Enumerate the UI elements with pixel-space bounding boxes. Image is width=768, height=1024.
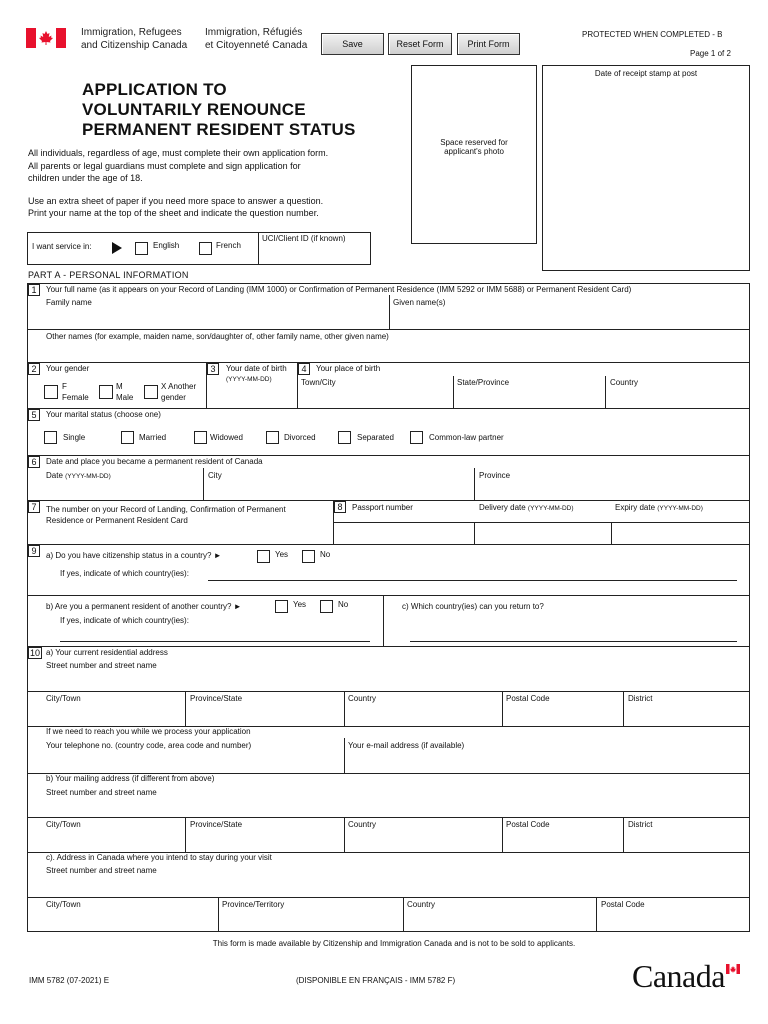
- no-label: No: [338, 600, 349, 609]
- department-name-fr: Immigration, Réfugiés et Citoyenneté Canada: [205, 27, 308, 51]
- question-number-1: 1: [28, 284, 40, 296]
- gender-label: Your gender: [46, 364, 90, 373]
- arrow-right-icon: [112, 242, 122, 254]
- uci-input[interactable]: [262, 247, 366, 261]
- pr-other-no-checkbox[interactable]: [320, 600, 333, 613]
- email-label: Your e-mail address (if available): [348, 741, 465, 750]
- country-label: Country: [407, 900, 436, 909]
- yes-label: Yes: [275, 550, 289, 559]
- dob-input[interactable]: [210, 388, 294, 404]
- marital-separated-checkbox[interactable]: [338, 431, 351, 444]
- other-names-label: Other names (for example, maiden name, son/daughter of, other family name, other given name): [46, 332, 389, 341]
- question-number-3: 3: [207, 363, 219, 375]
- marital-option-label: Separated: [357, 433, 394, 442]
- province-territory-label: Province/Territory: [222, 900, 285, 909]
- english-checkbox[interactable]: [135, 242, 148, 255]
- department-name-en: Immigration, Refugees and Citizenship Canada: [81, 27, 188, 51]
- question-number-8: 8: [334, 501, 346, 513]
- city-label: City/Town: [46, 694, 81, 703]
- marital-status-label: Your marital status (choose one): [46, 410, 161, 419]
- marital-option-label: Single: [63, 433, 86, 442]
- marital-widowed-checkbox[interactable]: [194, 431, 207, 444]
- district-label: District: [628, 820, 653, 829]
- street-label: Street number and street name: [46, 661, 157, 670]
- return-countries-question: c) Which country(ies) can you return to?: [402, 602, 544, 611]
- record-number-label: The number on your Record of Landing, Confirmation of Permanent Residence or Permanent Resident Card: [46, 505, 286, 525]
- country-label: Country: [348, 820, 377, 829]
- district-label: District: [628, 694, 653, 703]
- pr-countries-label: If yes, indicate of which country(ies):: [60, 616, 189, 625]
- passport-number-label: Passport number: [352, 503, 413, 512]
- french-label: French: [216, 241, 241, 250]
- pr-other-country-question: b) Are you a permanent resident of another country? ►: [46, 602, 242, 611]
- yes-label: Yes: [293, 600, 307, 609]
- dob-label: Your date of birth: [226, 364, 287, 373]
- pr-other-yes-checkbox[interactable]: [275, 600, 288, 613]
- telephone-label: Your telephone no. (country code, area code and number): [46, 741, 252, 750]
- gender-another-checkbox[interactable]: [144, 385, 158, 399]
- mailing-address-label: b) Your mailing address (if different from above): [46, 774, 215, 783]
- province-state-label: Province/State: [190, 694, 243, 703]
- pr-date-place-label: Date and place you became a permanent resident of Canada: [46, 457, 263, 466]
- print-form-button[interactable]: Print Form: [457, 33, 520, 55]
- delivery-date-label: Delivery date (YYYY-MM-DD): [479, 503, 574, 512]
- pr-city-label: City: [208, 471, 222, 480]
- question-number-10: 10: [29, 648, 40, 658]
- citizenship-no-checkbox[interactable]: [302, 550, 315, 563]
- marital-married-checkbox[interactable]: [121, 431, 134, 444]
- marital-single-checkbox[interactable]: [44, 431, 57, 444]
- family-name-label: Family name: [46, 298, 92, 307]
- form-title: APPLICATION TO VOLUNTARILY RENOUNCE PERMANENT RESIDENT STATUS: [82, 80, 356, 139]
- gender-female-label: F Female: [62, 382, 89, 402]
- pob-country-label: Country: [610, 378, 639, 387]
- pob-label: Your place of birth: [316, 364, 381, 373]
- gender-male-checkbox[interactable]: [99, 385, 113, 399]
- question-number-2: 2: [28, 363, 40, 375]
- marital-common-law-checkbox[interactable]: [410, 431, 423, 444]
- question-number-4: 4: [298, 363, 310, 375]
- question-number-9: 9: [28, 545, 40, 557]
- contact-instruction: If we need to reach you while we process your application: [46, 727, 251, 736]
- gender-female-checkbox[interactable]: [44, 385, 58, 399]
- photo-box: Space reserved for applicant's photo: [411, 65, 537, 244]
- canada-flag-icon: [26, 28, 66, 48]
- expiry-date-label: Expiry date (YYYY-MM-DD): [615, 503, 703, 512]
- no-label: No: [320, 550, 331, 559]
- canada-address-label: c). Address in Canada where you intend to stay during your visit: [46, 853, 272, 862]
- city-label: City/Town: [46, 900, 81, 909]
- marital-option-label: Married: [139, 433, 167, 442]
- question-number-7: 7: [28, 501, 40, 513]
- street-label: Street number and street name: [46, 788, 157, 797]
- marital-option-label: Divorced: [284, 433, 316, 442]
- residential-address-label: a) Your current residential address: [46, 648, 168, 657]
- part-a-heading: PART A - PERSONAL INFORMATION: [28, 270, 189, 280]
- protected-notice: PROTECTED WHEN COMPLETED - B: [582, 30, 723, 39]
- return-countries-line[interactable]: [410, 641, 737, 642]
- citizenship-question: a) Do you have citizenship status in a country? ►: [46, 551, 222, 560]
- country-label: Country: [348, 694, 377, 703]
- receipt-stamp-box: Date of receipt stamp at post: [542, 65, 750, 271]
- french-checkbox[interactable]: [199, 242, 212, 255]
- uci-label: UCI/Client ID (if known): [262, 234, 346, 243]
- intro-instructions: All individuals, regardless of age, must complete their own application form. All parents or legal guardians must complete and sign application for children under the age of 18. Use an extra sheet of paper if you need more space to answer a question. Print your name at the top of the sheet and indicate the question number.: [28, 148, 329, 219]
- service-label: I want service in:: [32, 242, 92, 251]
- province-state-label: Province/State: [190, 820, 243, 829]
- postal-code-label: Postal Code: [601, 900, 645, 909]
- page-number: Page 1 of 2: [690, 49, 731, 58]
- citizenship-yes-checkbox[interactable]: [257, 550, 270, 563]
- dob-format: (YYYY-MM-DD): [226, 376, 272, 383]
- gender-male-label: M Male: [116, 382, 134, 402]
- city-label: City/Town: [46, 820, 81, 829]
- english-label: English: [153, 241, 180, 250]
- french-availability: (DISPONIBLE EN FRANÇAIS - IMM 5782 F): [296, 976, 456, 985]
- marital-option-label: Widowed: [210, 433, 243, 442]
- pob-state-label: State/Province: [457, 378, 510, 387]
- citizenship-countries-line[interactable]: [208, 580, 737, 581]
- reset-form-button[interactable]: Reset Form: [388, 33, 452, 55]
- q1-label: Your full name (as it appears on your Record of Landing (IMM 1000) or Confirmation of Permanent Residence (IMM 5292 or IMM 5688) or Permanent Resident Card): [46, 285, 632, 294]
- gender-another-label: X Another gender: [161, 382, 197, 402]
- family-name-input[interactable]: [46, 311, 384, 327]
- form-identifier: IMM 5782 (07-2021) E: [29, 976, 110, 985]
- pob-town-label: Town/City: [301, 378, 336, 387]
- question-number-6: 6: [28, 456, 40, 468]
- citizenship-countries-label: If yes, indicate of which country(ies):: [60, 569, 189, 578]
- pr-date-label: Date (YYYY-MM-DD): [46, 471, 111, 480]
- other-names-input[interactable]: [46, 344, 746, 360]
- postal-code-label: Postal Code: [506, 694, 550, 703]
- canada-wordmark: Canada: [632, 958, 744, 996]
- street-label: Street number and street name: [46, 866, 157, 875]
- marital-divorced-checkbox[interactable]: [266, 431, 279, 444]
- given-name-input[interactable]: [393, 311, 745, 327]
- pr-province-label: Province: [479, 471, 511, 480]
- marital-option-label: Common-law partner: [429, 433, 504, 442]
- question-number-5: 5: [28, 409, 40, 421]
- postal-code-label: Postal Code: [506, 820, 550, 829]
- given-name-label: Given name(s): [393, 298, 446, 307]
- footer-notice: This form is made available by Citizenship and Immigration Canada and is not to be sold to applicants.: [212, 939, 576, 948]
- save-button[interactable]: Save: [321, 33, 384, 55]
- pr-countries-line[interactable]: [60, 641, 370, 642]
